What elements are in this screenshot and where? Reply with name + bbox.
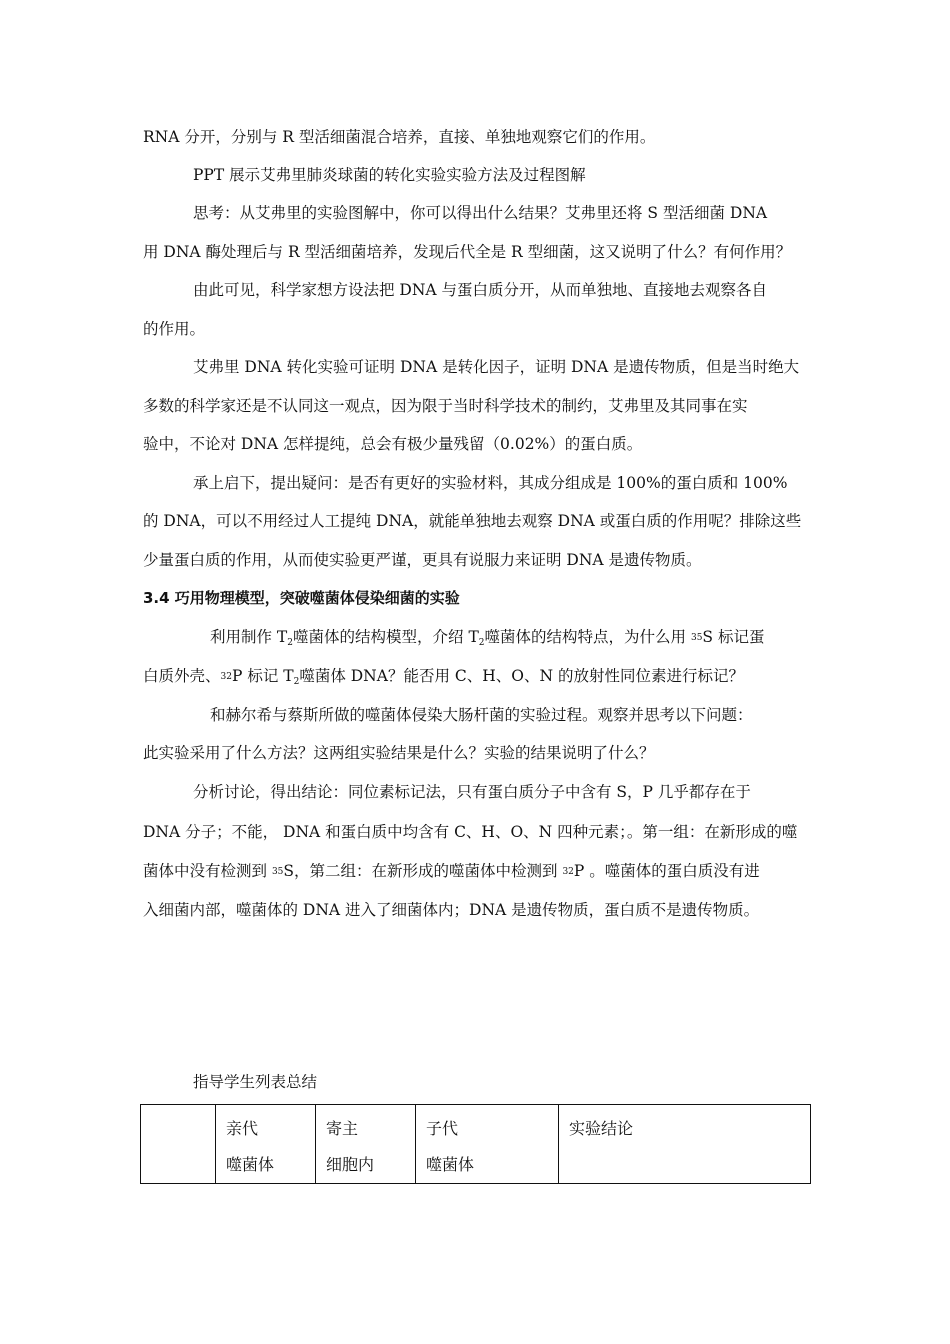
superscript: 35 [271,867,284,877]
summary-table [140,1104,811,1184]
text-line: 承上启下，提出疑问：是否有更好的实验材料，其成分组成是 100%的蛋白质和 100% [193,474,788,492]
table-cell [316,1105,416,1184]
subscript: 2 [293,677,300,687]
text-line: 入细菌内部，噬菌体的 DNA 进入了细菌体内；DNA 是遗传物质，蛋白质不是遗传物质。 [143,901,760,919]
text-line: 分析讨论，得出结论：同位素标记法，只有蛋白质分子中含有 S，P 几乎都存在于 [193,783,751,801]
text-line: 的 DNA，可以不用经过人工提纯 DNA，就能单独地去观察 DNA 或蛋白质的作用呢？排除这些 [143,512,802,530]
cell-line: 亲代 [226,1119,259,1138]
table-caption: 指导学生列表总结 [193,1073,318,1091]
subscript: 2 [287,638,294,648]
cell-line: 子代 [426,1119,459,1138]
text-run: 噬菌体的结构特点，为什么用 [484,628,691,646]
text-line: 验中，不论对 DNA 怎样提纯，总会有极少量残留（0.02%）的蛋白质。 [143,435,643,453]
text-line: 用 DNA 酶处理后与 R 型活细菌培养，发现后代全是 R 型细菌，这又说明了什么？有何作用？ [143,243,792,261]
text-run: 噬菌体的结构模型，介绍 T [293,628,479,646]
table-cell [141,1105,216,1184]
text-line: DNA 分子；不能， DNA 和蛋白质中均含有 C、H、O、N 四种元素；。第一组：在新形成的噬 [143,823,798,841]
cell-line: 细胞内 [326,1155,375,1174]
cell-line: 寄主 [326,1119,359,1138]
text-line: 由此可见，科学家想方设法把 DNA 与蛋白质分开，从而单独地、直接地去观察各自 [193,281,768,299]
text-run: P 标记 T [231,667,294,685]
cell-line: 实验结论 [569,1119,634,1138]
text-run: P 。噬菌体的蛋白质没有进 [573,862,760,880]
superscript: 32 [220,672,232,682]
superscript: 32 [562,867,574,877]
text-run: S，第二组：在新形成的噬菌体中检测到 [283,862,563,880]
text-line: PPT 展示艾弗里肺炎球菌的转化实验实验方法及过程图解 [193,166,586,184]
text-line [143,859,760,881]
cell-line: 噬菌体 [226,1155,275,1174]
subscript: 2 [478,638,485,648]
text-line: 多数的科学家还是不认同这一观点，因为限于当时科学技术的制约，艾弗里及其同事在实 [143,397,748,415]
text-run: 利用制作 T [210,628,288,646]
text-line [210,625,764,647]
text-run: S 标记蛋 [702,628,765,646]
table-row [141,1105,811,1184]
text-line: 艾弗里 DNA 转化实验可证明 DNA 是转化因子，证明 DNA 是遗传物质，但是当时绝大 [193,358,800,376]
table-cell [559,1105,811,1184]
text-line: 少量蛋白质的作用，从而使实验更严谨，更具有说服力来证明 DNA 是遗传物质。 [143,551,702,569]
text-line: 此实验采用了什么方法？这两组实验结果是什么？实验的结果说明了什么？ [143,744,655,762]
text-line: 思考：从艾弗里的实验图解中，你可以得出什么结果？艾弗里还将 S 型活细菌 DNA [193,204,768,222]
section-heading: 3.4 巧用物理模型，突破噬菌体侵染细菌的实验 [143,589,460,607]
text-line: RNA 分开，分别与 R 型活细菌混合培养，直接、单独地观察它们的作用。 [143,128,656,146]
text-line [143,664,744,686]
text-line: 的作用。 [143,320,206,338]
text-line: 和赫尔希与蔡斯所做的噬菌体侵染大肠杆菌的实验过程。观察并思考以下问题： [210,706,753,724]
table-cell [216,1105,316,1184]
superscript: 35 [690,633,703,643]
text-run: 噬菌体 DNA？能否用 C、H、O、N 的放射性同位素进行标记？ [299,667,744,685]
text-run: 菌体中没有检测到 [143,862,272,880]
table-cell [416,1105,559,1184]
text-run: 白质外壳、 [143,667,221,685]
cell-line: 噬菌体 [426,1155,475,1174]
